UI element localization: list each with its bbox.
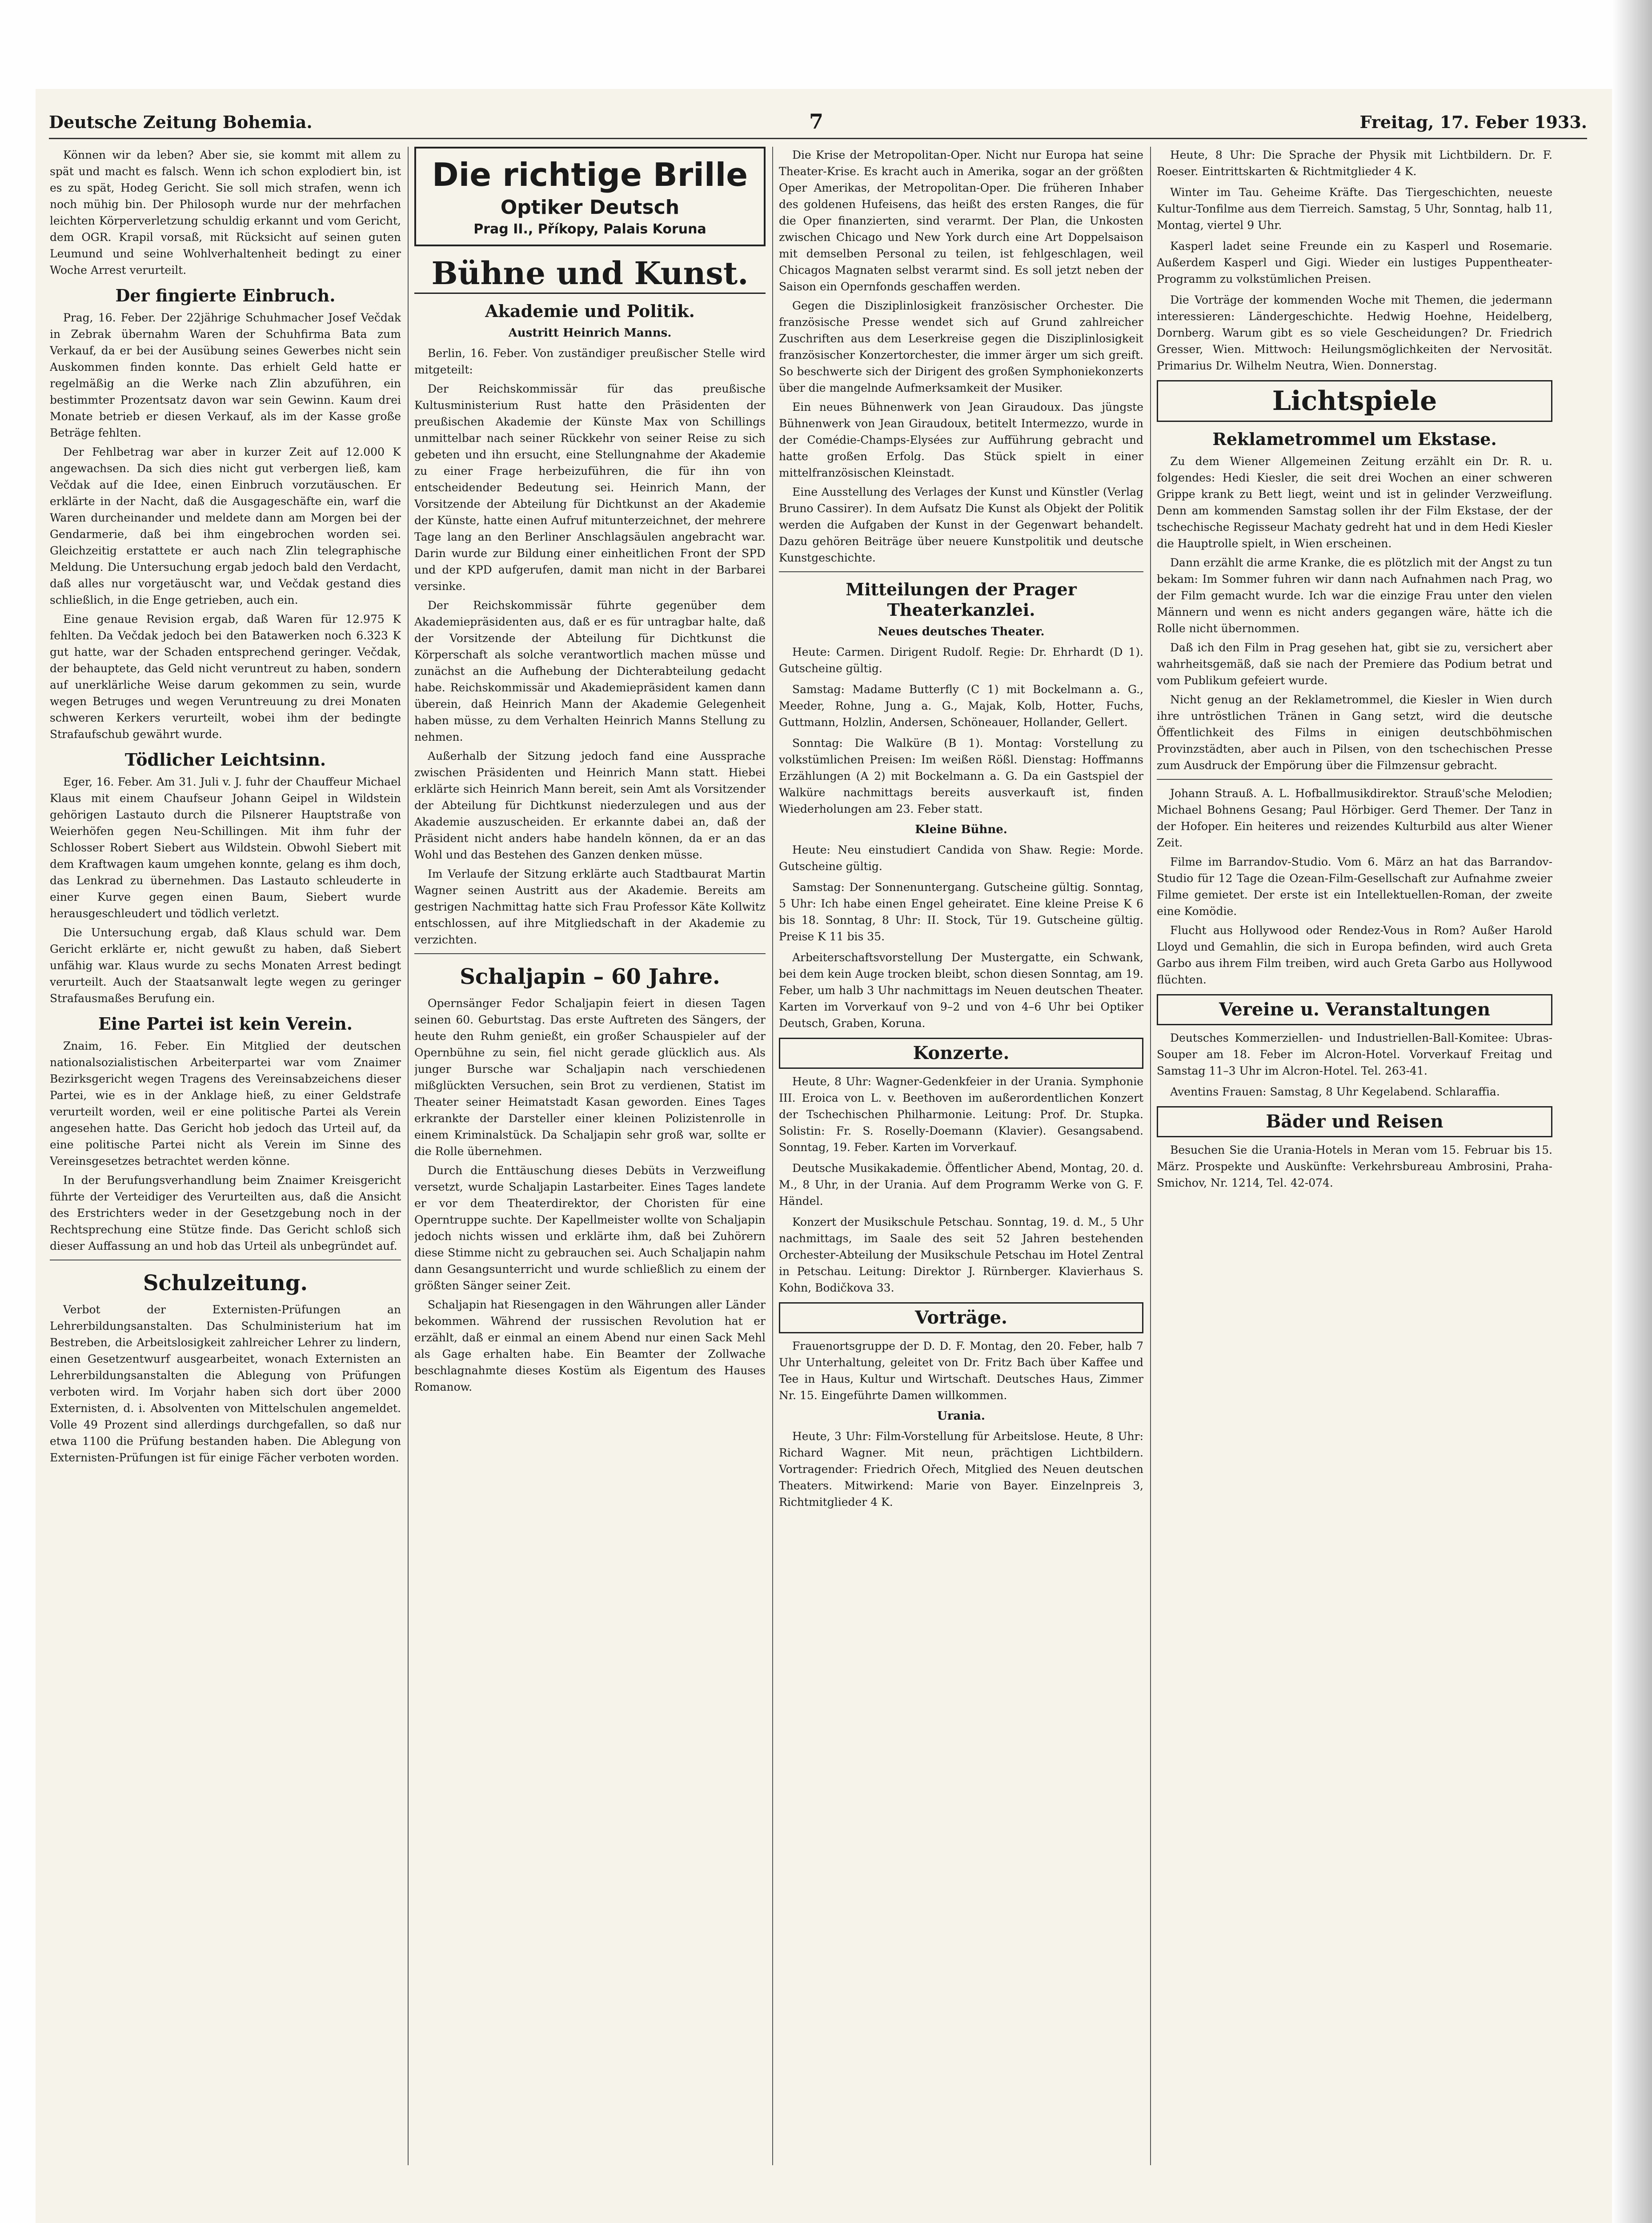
paragraph: Daß ich den Film in Prag gesehen hat, gibt sie zu, versichert aber wahrheitsgemäß, daß sie nach der Premiere das Podium betrat und vom Publikum gefeiert wurde. [1157,641,1552,687]
paragraph: Der Reichskommissär führte gegenüber dem Akademiepräsidenten aus, daß er es für untragbar halte, daß der Vorsitzende der Abteilung für Dichtkunst die Körperschaft als solche verantwortlich machen müsse und zunächst an die Aufhebung der Dichterabteilung gedacht habe. Reichskommissär und Akademiepräsident kamen dann überein, daß Heinrich Mann der Akademie Gelegenheit haben müsse, zu dem Verhalten Heinrich Manns Stellung zu nehmen. [414,599,766,743]
paragraph: Verbot der Externisten-Prüfungen an Lehrerbildungsanstalten. Das Schulministerium hat im Bestreben, die Arbeitslosigkeit zahlreicher Lehrer zu lindern, einen Gesetzentwurf ausgearbeitet, wonach Externisten an Lehrerbildungsanstalten die Ablegung von Prüfungen verboten wird. Im Vorjahr haben sich dort über 2000 Externisten, d. i. Absolventen von Mittelschulen angemeldet. Volle 49 Prozent sind allerdings durchgefallen, so daß nur etwa 1100 die Prüfung bestanden haben. Die Ablegung von Externisten-Prüfungen ist für einige Fächer verboten worden. [50,1303,401,1464]
optician-advertisement [414,147,766,246]
paragraph: Dann erzählt die arme Kranke, die es plötzlich mit der Angst zu tun bekam: Im Sommer fuhren wir dann nach Aufnahmen nach Prag, wo der Film gemacht wurde. Ich war die einzige Frau unter den vielen Männern und wenn es nicht anders gegangen wäre, hätte ich die Rolle nicht übernommen. [1157,556,1552,635]
column-rule [408,147,409,2165]
paragraph: Der Fehlbetrag war aber in kurzer Zeit auf 12.000 K angewachsen. Da sich dies nicht gut verbergen ließ, kam Večdak auf die Idee, einen Einbruch vorzutäuschen. Er erklärte in der Nacht, daß die Ausgageschäfte ein, warf die Waren durcheinander und meldete dann am Morgen bei der Gendarmerie, daß bei ihm eingebrochen worden sei. Gleichzeitig erstattete er auch nach Zlin telegraphische Meldung. Die Untersuchung ergab jedoch bald den Verdacht, daß alles nur vorgetäuscht war, und Večdak gestand dies schließlich, in die Enge getrieben, auch ein. [50,445,401,606]
event-listing: Kasperl ladet seine Freunde ein zu Kasperl und Rosemarie. Außerdem Kasperl und Gigi. Wieder ein lustiges Puppentheater-Programm zu volkstümlichen Preisen. [1157,240,1552,285]
subheadline: Kleine Bühne. [915,823,1007,836]
page-header [49,107,1587,139]
section-heading-buehne-und-kunst: Bühne und Kunst. [414,254,766,294]
paragraph: Die Untersuchung ergab, daß Klaus schuld war. Dem Gericht erklärte er, nicht gewußt zu haben, daß Siebert unfähig war. Klaus wurde zu sechs Monaten Arrest bedingt verurteilt. Auch der Staatsanwalt legte wegen zu geringer Strafausmaßes Berufung ein. [50,926,401,1005]
paragraph: Opernsänger Fedor Schaljapin feiert in diesen Tagen seinen 60. Geburtstag. Das erste Auftreten des Sängers, der heute den Ruhm genießt, ein großer Schauspieler auf der Opernbühne zu sein, fiel nicht gerade glücklich aus. Als junger Bursche war Schaljapin nach verschiedenen mißglückten Versuchen, sein Brot zu verdienen, Statist im Theater seiner Heimatstadt Kasan geworden. Eines Tages erkrankte der Darsteller einer kleinen Polizistenrolle in einem Kriminalstück. Da Schaljapin sehr groß war, sollte er die Rolle übernehmen. [414,997,766,1158]
headline-akademie-und-politik: Akademie und Politik. [485,301,695,321]
paragraph: Flucht aus Hollywood oder Rendez-Vous in Rom? Außer Harold Lloyd und Gemahlin, die sich in Europa befinden, wird auch Greta Garbo aus ihrem Film treiben, wird auch Greta Garbo aus Hollywood flüchten. [1157,924,1552,986]
ad-subtitle: Optiker Deutsch [500,196,680,219]
subheadline: Austritt Heinrich Manns. [508,326,672,340]
paragraph: Schaljapin hat Riesengagen in den Währungen aller Länder bekommen. Während der russischen Revolution hat er erzählt, daß er einmal an einem Abend nur einen Sack Mehl als Gage erhalten habe. Ein Beamter der Zollwache beschlagnahmte dieses Kostüm als Eigentum des Hauses Romanow. [414,1298,766,1393]
subheadline: Neues deutsches Theater. [878,625,1045,638]
paragraph: Außerhalb der Sitzung jedoch fand eine Aussprache zwischen Präsidenten und Heinrich Mann statt. Hiebei erklärte sich Heinrich Mann bereit, sein Amt als Vorsitzender der Abteilung für Dichtkunst niederzulegen und aus der Akademie auszuscheiden. Er erkannte dabei an, daß der Präsident nicht anders habe handeln können, da er an das Wohl und das Bestehen des Ganzen denken müsse. [414,750,766,861]
headline-schaljapin: Schaljapin – 60 Jahre. [460,964,720,989]
paragraph: Zu dem Wiener Allgemeinen Zeitung erzählt ein Dr. R. u. folgendes: Hedi Kiesler, die seit drei Wochen an einer schweren Grippe krank zu Bett liegt, weint und ist in gelinder Verzweiflung. Denn am kommenden Samstag sollen ihr der Film Ekstase, der der tschechische Regisseur Machaty gedreht hat und in dem Hedi Kiesler die Hauptrolle spielt, in Wien erscheinen. [1157,455,1552,550]
headline-reklametrommel: Reklametrommel um Ekstase. [1212,429,1497,449]
divider [1157,779,1552,780]
article-continuation: Können wir da leben? Aber sie, sie kommt mit allem zu spät und macht es falsch. Wenn ich schon explodiert bin, ist es zu spät, Hodeg Gericht. Sie soll mich strafen, wenn ich noch mühig bin. Der Philosoph wurde nur der mehrfachen leichten Körperverletzung schuldig erkannt und vom Gericht, dem OGR. Krapil vorsaß, mit Rücksicht auf seinen guten Leumund und seine Wohlverhaltenheit bedingt zu einer Woche Arrest verurteilt. [50,148,401,277]
paragraph: Prag, 16. Feber. Der 22jährige Schuhmacher Josef Večdak in Zebrak übernahm Waren der Schuhfirma Bata zum Verkauf, da er bei der Ausübung seines Gewerbes nicht sein Auskommen finden konnte. Das erhielt Geld hatte er regelmäßig an die Werke nach Zlin abzuführen, ein bestimmter Prozentsatz davon war sein Gewinn. Kaum drei Monate betrieb er diesen Verkauf, als im der Kasse große Beträge fehlten. [50,311,401,439]
lecture-listing: Heute, 3 Uhr: Film-Vorstellung für Arbeitslose. Heute, 8 Uhr: Richard Wagner. Mit neun, prächtigen Lichtbildern. Vortragender: Friedrich Ořech, Mitglied des Neuen deutschen Theaters. Mitwirkend: Marie von Bayer. Einzelnpreis 3, Richtmitglieder 4 K. [779,1430,1143,1509]
paragraph: Der Reichskommissär für das preußische Kultusministerium Rust hatte den Präsidenten der preußischen Akademie der Künste Max von Schillings unmittelbar nach seiner Rückkehr von seiner Reise zu sich gebeten und ihn ersucht, eine Stellungnahme der Akademie zu einer Frage herbeizuführen, die für ihn von entscheidender Bedeutung sei. Heinrich Mann, der Vorsitzende der Abteilung für Dichtkunst an der Akademie der Künste, hatte einen Aufruf mitunterzeichnet, der mehrere Tage lang an den Berliner Anschlagsäulen angebracht war. Darin wurde zur Bildung einer einheitlichen Front der SPD und der KPD aufgerufen, damit man nicht in der Barbarei versinke. [414,382,766,593]
theater-listing: Samstag: Der Sonnenuntergang. Gutscheine gültig. Sonntag, 5 Uhr: Ich habe einen Engel geheiratet. Eine kleine Preise K 6 bis 18. Sonntag, 8 Uhr: II. Stock, Tür 19. Gutscheine gültig. Preise K 11 bis 35. [779,881,1143,943]
theater-listing: Heute: Neu einstudiert Candida von Shaw. Regie: Morde. Gutscheine gültig. [779,843,1143,873]
paragraph: Johann Strauß. A. L. Hofballmusikdirektor. Strauß'sche Melodien; Michael Bohnens Gesang; Paul Hörbiger. Gerd Themer. Der Tanz in der Hofoper. Ein heiteres und reizendes Kulturbild aus alter Wiener Zeit. [1157,787,1552,849]
club-listing: Aventins Frauen: Samstag, 8 Uhr Kegelabend. Schlaraffia. [1170,1085,1500,1098]
column-rule [1150,147,1151,2165]
paragraph: Berlin, 16. Feber. Von zuständiger preußischer Stelle wird mitgeteilt: [414,347,766,376]
paragraph: Eine genaue Revision ergab, daß Waren für 12.975 K fehlten. Da Večdak jedoch bei den Batawerken noch 6.323 K gut hatte, war der Schaden entsprechend geringer. Večdak, der behauptete, das Geld nicht veruntreut zu haben, sondern auf unerklärliche Weise darum gekommen zu sein, wurde wegen Betruges und wegen Veruntreuung zu drei Monaten schweren Kerkers verurteilt, wobei ihm der bedingte Strafaufschub gewährt wurde. [50,613,401,741]
paragraph: Eger, 16. Feber. Am 31. Juli v. J. fuhr der Chauffeur Michael Klaus mit einem Chaufseur Johann Geipel in Wildstein gehörigen Lastauto durch die Pilsnerer Hauptstraße von Weierhöfen gegen Neu-Schillingen. Mit ihm fuhr der Schlosser Robert Siebert aus Wildstein. Obwohl Siebert mit dem Kraftwagen kaum umgehen konnte, gelang es ihm doch, das Lenkrad zu übernehmen. Das Lastauto schleuderte in einer Kurve gegen einen Baum, Siebert wurde herausgeschleudert und tödlich verletzt. [50,775,401,920]
paragraph: Durch die Enttäuschung dieses Debüts in Verzweiflung versetzt, wurde Schaljapin Lastarbeiter. Eines Tages landete er vor dem Theaterdirektor, der Choristen für eine Operntruppe suchte. Der Kapellmeister wollte von Schaljapin jedoch nichts wissen und erklärte ihm, daß bei Zuhörern diese Stimme nicht zu gebrauchen sei. Auch Schaljapin nahm dann Gesangsunterricht und wurde schließlich zu einem der größten Sänger seiner Zeit. [414,1164,766,1292]
paragraph: In der Berufungsverhandlung beim Znaimer Kreisgericht führte der Verteidiger des Verurteilten aus, daß die Ansicht des Erstrichters weder in der Gesetzgebung noch in der Rechtsprechung eine Stütze finde. Das Gericht schloß sich dieser Auffassung an und hob das Urteil als unbegründet auf. [50,1174,401,1252]
section-heading-schulzeitung: Schulzeitung. [143,1271,308,1296]
column-rule [772,147,773,2165]
paragraph: Filme im Barrandov-Studio. Vom 6. März an hat das Barrandov-Studio für 12 Tage die Ozean-Film-Gesellschaft zur Aufnahme zweier Filme gemietet. Der erste ist ein Intellektuellen-Roman, der zweite eine Komödie. [1157,855,1552,918]
column-2 [414,147,766,2165]
headline-toedlicher-leichtsinn: Tödlicher Leichtsinn. [124,750,326,770]
section-box-vortraege: Vorträge. [779,1302,1143,1333]
lecture-listing: Frauenortsgruppe der D. D. F. Montag, den 20. Feber, halb 7 Uhr Unterhaltung, geleitet von Dr. Fritz Bach über Kaffee und Tee in Haus, Kultur und Wirtschaft. Deutsches Haus, Zimmer Nr. 15. Eingeführte Damen willkommen. [779,1340,1143,1402]
concert-listing: Heute, 8 Uhr: Wagner-Gedenkfeier in der Urania. Symphonie III. Eroica von L. v. Beethoven im außerordentlichen Konzert der Tschechischen Philharmonie. Leitung: Prof. Dr. Stupka. Solistin: Fr. S. Roselly-Doemann (Klavier). Gesangsabend. Sonntag, 19. Feber. Karten im Vorverkauf. [779,1075,1143,1154]
page-number: 7 [809,109,824,133]
headline-theaterkanzlei: Mitteilungen der Prager Theaterkanzlei. [846,579,1077,620]
ad-address: Prag II., Příkopy, Palais Koruna [473,221,706,237]
column-1 [50,147,401,2165]
paragraph: Znaim, 16. Feber. Ein Mitglied der deutschen nationalsozialistischen Arbeiterpartei war vom Znaimer Bezirksgericht wegen Tragens des Vereinsabzeichens dieser Partei, wie es in der Anklage hieß, zu einer Geldstrafe verurteilt worden, weil er eine politische Partei als Verein angesehen hatte. Das Gericht hob jedoch das Urteil auf, da eine politische Partei nicht als Verein im Sinne des Vereinsgesetzes betrachtet werden könne. [50,1039,401,1168]
masthead: Deutsche Zeitung Bohemia. [49,112,313,132]
theater-listing: Heute: Carmen. Dirigent Rudolf. Regie: Dr. Ehrhardt (D 1). Gutscheine gültig. [779,646,1143,675]
theater-listing: Samstag: Madame Butterfly (C 1) mit Bockelmann a. G., Meeder, Rohne, Jung a. G., Majak, Kolb, Hotter, Fuchs, Guttmann, Holzlin, Andersen, Schöneauer, Hollander, Gellert. [779,683,1143,729]
travel-listing: Besuchen Sie die Urania-Hotels in Meran vom 15. Februar bis 15. März. Prospekte und Auskünfte: Verkehrsbureau Ambrosini, Praha-Smichov, Nr. 1214, Tel. 42-074. [1157,1144,1552,1189]
section-box-lichtspiele: Lichtspiele [1157,380,1552,422]
subheadline: Urania. [937,1409,985,1423]
event-listing: Die Vorträge der kommenden Woche mit Themen, die jedermann interessieren: Ländergeschichte. Hedwig Hoehne, Heidelberg, Dornberg. Warum gibt es so viele Gescheidungen? Dr. Friedrich Gresser, Wien. Mittwoch: Heilungsmöglichkeiten der Nervosität. Primarius Dr. Wilhelm Neutra, Wien. Donnerstag. [1157,293,1552,372]
theater-listing: Sonntag: Die Walküre (B 1). Montag: Vorstellung zu volkstümlichen Preisen: Im weißen Rößl. Dienstag: Hoffmanns Erzählungen (A 2) mit Bockelmann a. G. Da ein Gastspiel der Walküre nachmittags bereits ausverkauft ist, finden Wiederholungen am 23. Feber statt. [779,737,1143,815]
divider [414,953,766,954]
paragraph: Gegen die Disziplinlosigkeit französischer Orchester. Die französische Presse wendet sich auf Grund zahlreicher Zuschriften aus dem Leserkreise gegen die Disziplinlosigkeit französischer Konzertorchester, die immer ärger um sich greift. So beschwerte sich der Dirigent des großen Symphoniekonzerts über die mangelnde Aufmerksamkeit der Musiker. [779,299,1143,394]
scan-margin-shadow [1612,0,1652,2223]
paragraph: Ein neues Bühnenwerk von Jean Giraudoux. Das jüngste Bühnenwerk von Jean Giraudoux, betitelt Intermezzo, wurde in der Comédie-Champs-Elysées zur Aufführung gebracht und hatte großen Erfolg. Das Stück spielt in einer mittelfranzösischen Kleinstadt. [779,401,1143,479]
paragraph: Eine Ausstellung des Verlages der Kunst und Künstler (Verlag Bruno Cassirer). In dem Aufsatz Die Kunst als Objekt der Politik werden die Aufgaben der Kunst in der Gegenwart behandelt. Dazu gehören Beiträge über neuere Kunstpolitik und deutsche Kunstgeschichte. [779,486,1143,564]
section-box-baeder-und-reisen: Bäder und Reisen [1157,1106,1552,1137]
section-box-konzerte: Konzerte. [779,1038,1143,1069]
event-listing: Heute, 8 Uhr: Die Sprache der Physik mit Lichtbildern. Dr. F. Roeser. Eintrittskarten & Richtmitglieder 4 K. [1157,148,1552,178]
concert-listing: Konzert der Musikschule Petschau. Sonntag, 19. d. M., 5 Uhr nachmittags, im Saale des seit 52 Jahren bestehenden Orchester-Abteilung der Musikschule Petschau im Hotel Zentral in Petschau. Leitung: Direktor J. Rürnberger. Klavierhaus S. Kohn, Bodičkova 33. [779,1216,1143,1294]
column-3 [779,147,1143,2165]
headline-eine-partei: Eine Partei ist kein Verein. [98,1014,353,1034]
theater-listing: Arbeiterschaftsvorstellung Der Mustergatte, ein Schwank, bei dem kein Auge trocken bleibt, schon diesen Sonntag, am 19. Feber, um halb 3 Uhr nachmittags im Neuen deutschen Theater. Karten im Vorverkauf von 9–2 und von 4–6 Uhr bei Optiker Deutsch, Graben, Koruna. [779,951,1143,1030]
paragraph: Die Krise der Metropolitan-Oper. Nicht nur Europa hat seine Theater-Krise. Es kracht auch in Amerika, sogar an der größten Oper Amerikas, der Metropolitan-Oper. Die früheren Inhaber des goldenen Hufeisens, das heißt des ersten Ranges, die für die Oper finanzierten, sind verarmt. Der Plan, die Unkosten zwischen Chicago und New York durch eine Art Doppelsaison mit demselben Personal zu teilen, ist fehlgeschlagen, weil Chicagos Magnaten selbst verarmt sind. Es soll jetzt neben der Saison ein Opernfonds geschaffen werden. [779,148,1143,293]
issue-date: Freitag, 17. Feber 1933. [1359,112,1587,132]
ad-title: Die richtige Brille [432,156,748,193]
column-4 [1157,147,1552,2165]
section-box-vereine: Vereine u. Veranstaltungen [1157,994,1552,1025]
paragraph: Nicht genug an der Reklametrommel, die Kiesler in Wien durch ihre untröstlichen Tränen in Gang setzt, wird die deutsche Öffentlichkeit des Films in einigen deutschböhmischen Provinzstädten, aber auch in Pilsen, von den tschechischen Presse zum Ausdruck der Empörung über die Filmzensur gebracht. [1157,693,1552,772]
event-listing: Winter im Tau. Geheime Kräfte. Das Tiergeschichten, neueste Kultur-Tonfilme aus dem Tierreich. Samstag, 5 Uhr, Sonntag, halb 11, Montag, viertel 9 Uhr. [1157,186,1552,232]
concert-listing: Deutsche Musikakademie. Öffentlicher Abend, Montag, 20. d. M., 8 Uhr, in der Urania. Auf dem Programm Werke von G. F. Händel. [779,1162,1143,1208]
headline-fingierter-einbruch: Der fingierte Einbruch. [115,285,336,305]
club-listing: Deutsches Kommerziellen- und Industriellen-Ball-Komitee: Ubras-Souper am 18. Feber im Alcron-Hotel. Vorverkauf Freitag und Samstag 11–3 Uhr im Alcron-Hotel. Tel. 263-41. [1157,1031,1552,1077]
divider [779,571,1143,572]
paragraph: Im Verlaufe der Sitzung erklärte auch Stadtbaurat Martin Wagner seinen Austritt aus der Akademie. Bereits am gestrigen Nachmittag hatte sich Frau Professor Käte Kollwitz entschlossen, auf ihre Mitgliedschaft in der Akademie zu verzichten. [414,867,766,946]
